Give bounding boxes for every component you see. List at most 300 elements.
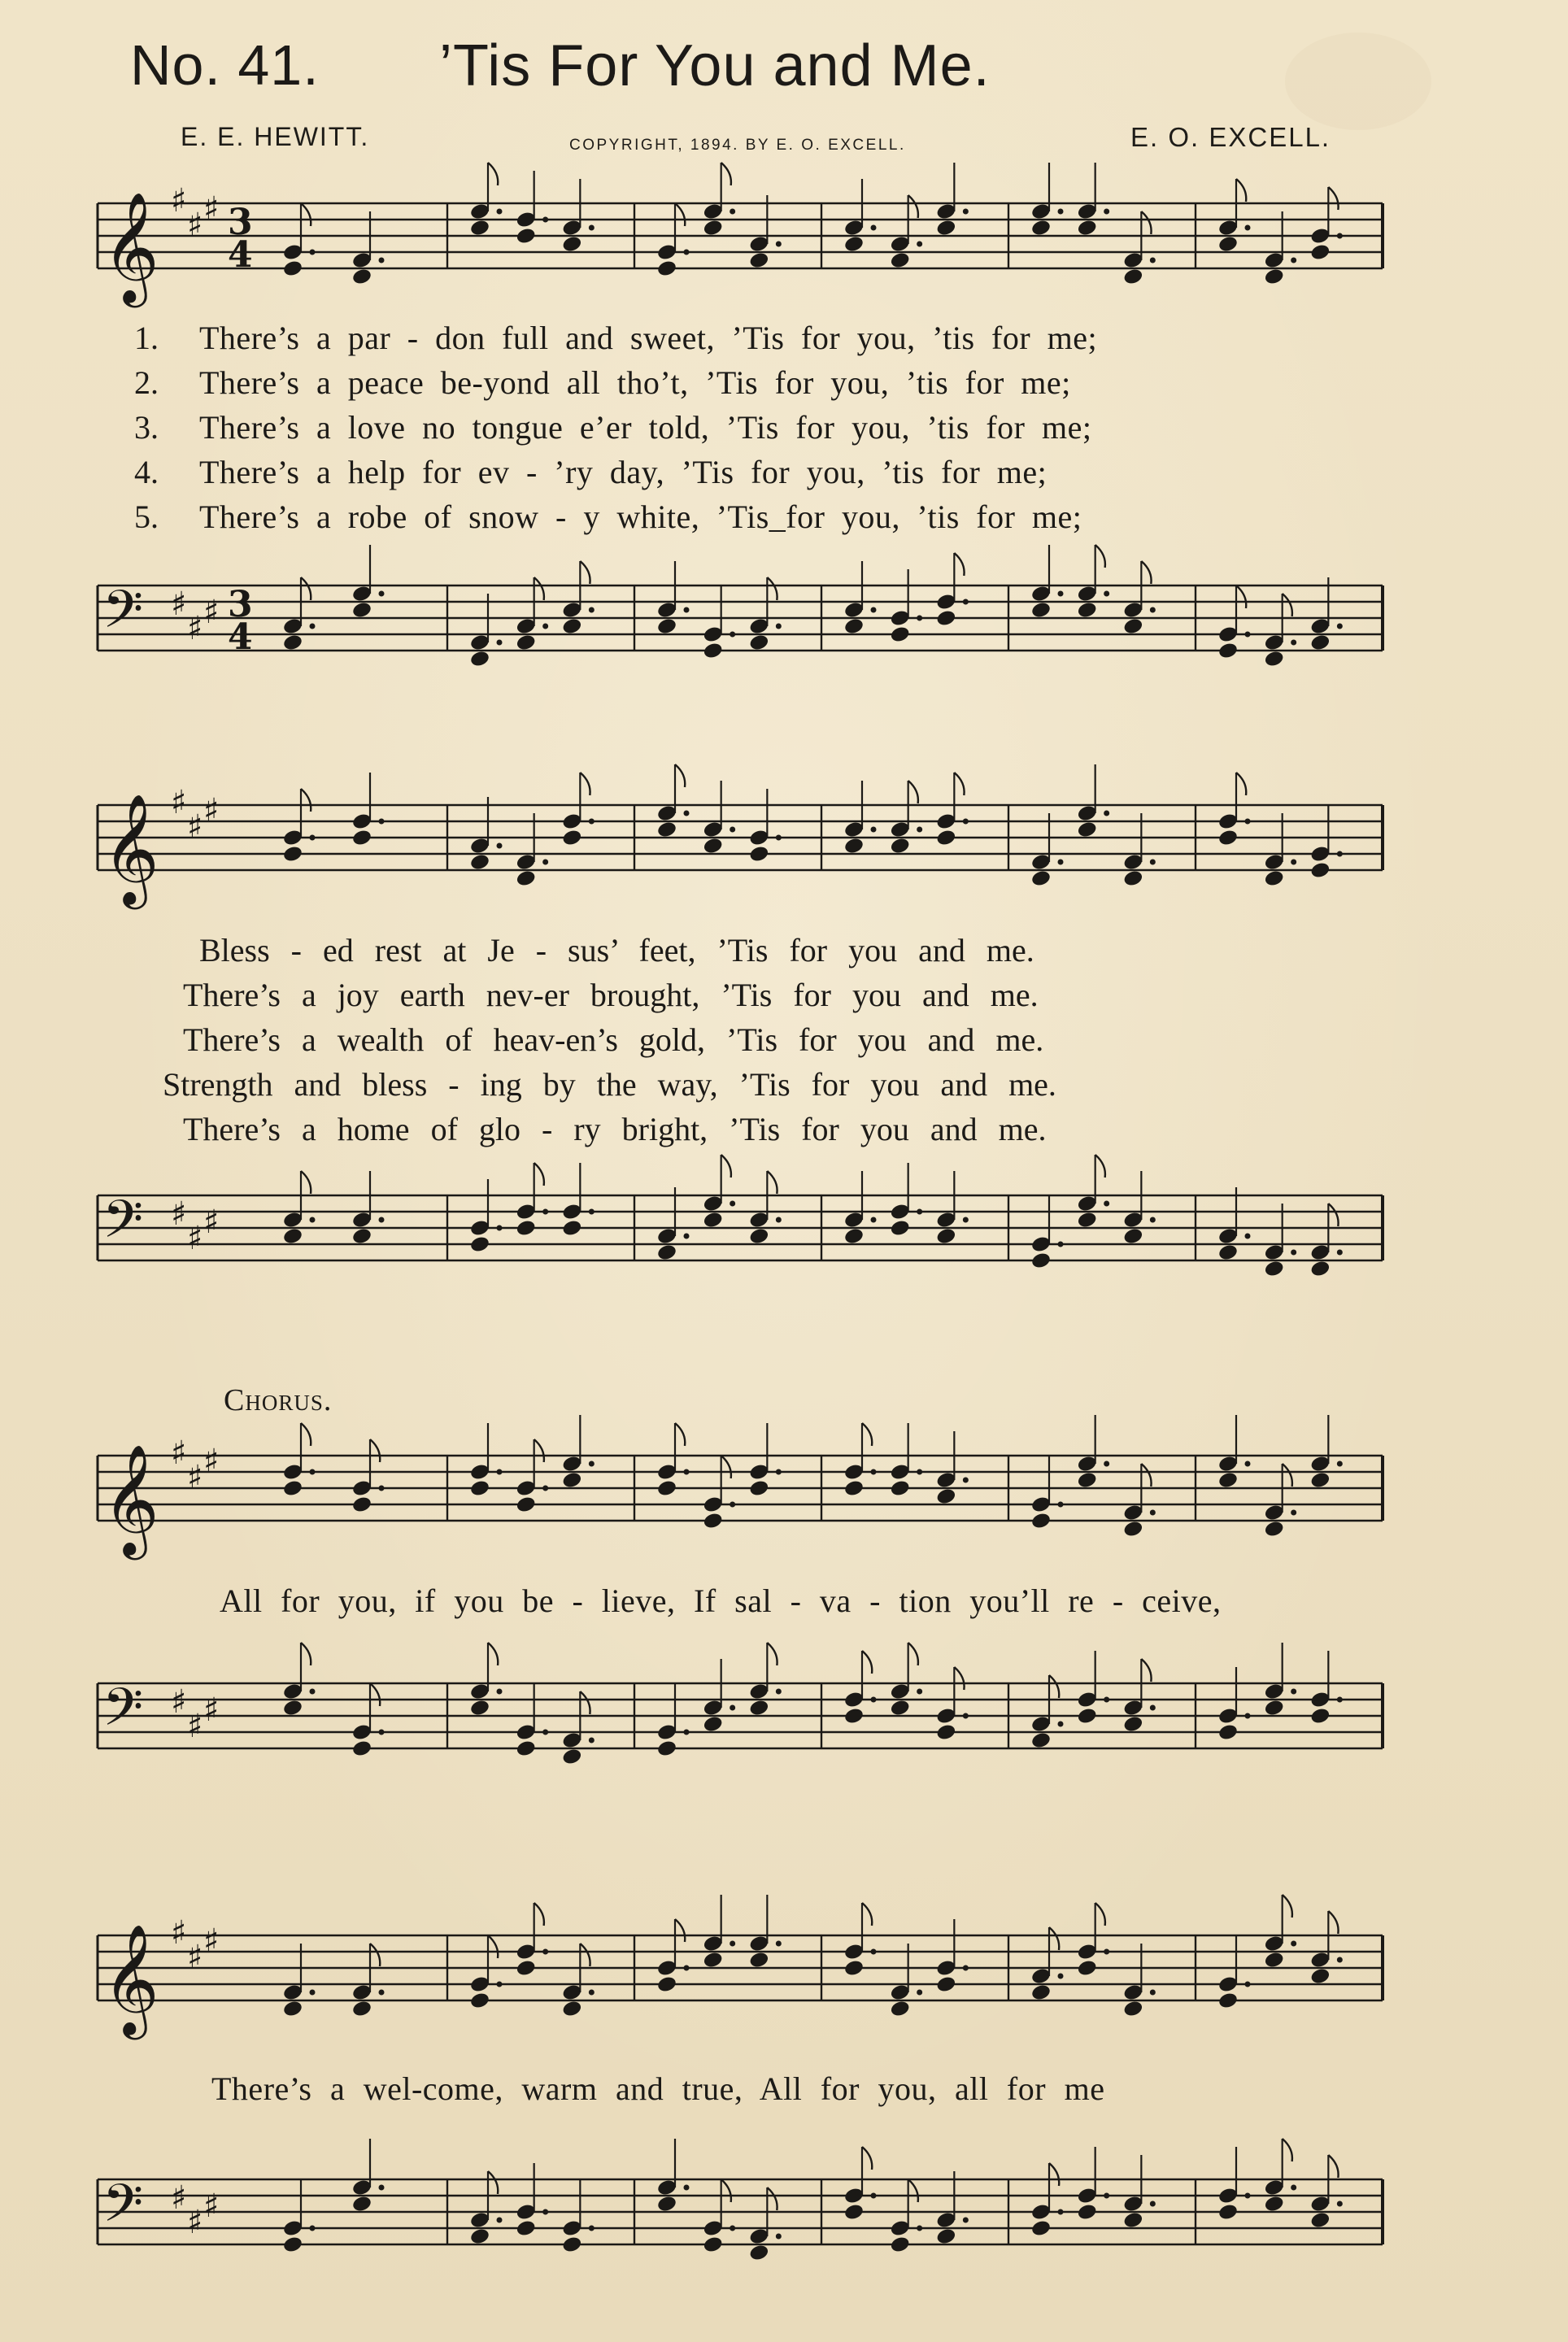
dot: [776, 835, 782, 841]
dot: [871, 1949, 877, 1955]
dot: [379, 1217, 385, 1223]
note-flag: [767, 1643, 777, 1665]
note-head: [1122, 1520, 1143, 1539]
dot: [497, 843, 503, 849]
dot: [963, 2218, 969, 2223]
dot: [497, 1982, 503, 1987]
note-head: [1217, 1723, 1239, 1742]
time-signature-bottom: 4: [228, 234, 253, 276]
note-flag: [954, 1667, 964, 1690]
note-head: [1077, 1707, 1098, 1726]
bass-clef-icon: 𝄢: [102, 1678, 144, 1751]
note-flag: [862, 1903, 872, 1926]
note-flag: [534, 1163, 544, 1186]
dot: [1245, 2193, 1251, 2199]
note-flag: [675, 764, 685, 787]
sharp-icon: ♯: [187, 1939, 203, 1976]
note-head: [703, 1951, 724, 1970]
note-flag: [370, 1439, 380, 1462]
dot: [776, 1941, 782, 1947]
sharp-icon: ♯: [187, 1459, 203, 1496]
note-head: [748, 2244, 769, 2262]
note-head: [1264, 1260, 1285, 1278]
note-head: [935, 1227, 956, 1246]
note-head: [890, 1479, 911, 1498]
note-head: [1217, 235, 1239, 254]
dot: [1337, 233, 1343, 239]
note-head: [1030, 1983, 1052, 2002]
dot: [310, 1990, 316, 1996]
bass-staff-2: [81, 1171, 1399, 1309]
verse-number: 5.: [134, 498, 159, 535]
note-flag: [862, 2147, 872, 2170]
note-head: [703, 2235, 724, 2254]
composer-credit: E. O. EXCELL.: [1130, 122, 1331, 152]
dot: [1104, 1697, 1109, 1703]
dot: [1245, 819, 1251, 825]
note-head: [1264, 869, 1285, 888]
note-flag: [1328, 1204, 1338, 1226]
verse-text: There’s a home of glo - ry bright, ’Tis for you and me.: [183, 1111, 1047, 1147]
dot: [589, 1209, 595, 1215]
note-head: [890, 625, 911, 644]
note-head: [282, 845, 303, 864]
note-head: [351, 601, 372, 620]
note-head: [1309, 243, 1331, 262]
treble-staff-2: [81, 781, 1399, 919]
dot: [1104, 811, 1109, 816]
note-head: [1309, 1967, 1331, 1986]
note-head: [935, 2227, 956, 2246]
dot: [1150, 258, 1156, 263]
note-head: [516, 227, 537, 246]
note-flag: [488, 1935, 498, 1958]
sharp-icon: ♯: [203, 1691, 220, 1729]
note-head: [890, 2235, 911, 2254]
note-head: [1122, 1227, 1143, 1246]
note-flag: [370, 1944, 380, 1966]
dot: [542, 1949, 548, 1955]
dot: [497, 640, 503, 646]
note-flag: [580, 561, 590, 584]
dot: [730, 209, 735, 215]
note-head: [748, 1227, 769, 1246]
dot: [684, 1965, 690, 1971]
note-flag: [301, 203, 311, 226]
note-head: [935, 1723, 956, 1742]
note-flag: [1236, 773, 1246, 795]
dot: [379, 2185, 385, 2191]
note-flag: [721, 163, 731, 185]
note-head: [1309, 861, 1331, 880]
note-head: [469, 1479, 490, 1498]
note-head: [748, 845, 769, 864]
note-flag: [534, 1903, 544, 1926]
note-head: [1122, 617, 1143, 636]
note-head: [843, 1479, 865, 1498]
note-head: [890, 1699, 911, 1717]
dot: [1058, 209, 1064, 215]
dot: [310, 250, 316, 255]
note-flag: [1283, 594, 1292, 616]
verse-text: There’s a par - don full and sweet, ’Tis for you, ’tis for me;: [199, 320, 1098, 356]
note-flag: [1049, 1927, 1059, 1950]
verse-1-line-2: [199, 931, 1034, 972]
note-flag: [301, 1171, 311, 1194]
sharp-icon: ♯: [171, 1195, 187, 1233]
note-head: [1217, 2203, 1239, 2222]
note-head: [843, 837, 865, 855]
dot: [917, 242, 922, 247]
treble-clef-icon: 𝄞: [102, 190, 159, 303]
note-head: [890, 251, 911, 270]
note-flag: [908, 781, 918, 803]
dot: [1291, 860, 1296, 865]
verse-5-line-2: [183, 1110, 1046, 1151]
note-head: [703, 1715, 724, 1734]
note-head: [890, 2000, 911, 2018]
dot: [497, 1689, 503, 1695]
note-head: [282, 633, 303, 652]
dot: [1337, 851, 1343, 857]
verse-text: There’s a help for ev - ’ry day, ’Tis for you, ’tis for me;: [199, 454, 1048, 490]
note-flag: [370, 1683, 380, 1706]
note-head: [1122, 2211, 1143, 2230]
dot: [1058, 860, 1064, 865]
dot: [1150, 1510, 1156, 1516]
note-head: [656, 2195, 677, 2214]
dot: [542, 860, 548, 865]
dot: [1058, 2209, 1064, 2215]
note-head: [890, 837, 911, 855]
dot: [776, 1469, 782, 1475]
note-flag: [1236, 586, 1246, 608]
note-flag: [301, 789, 311, 812]
dot: [1104, 209, 1109, 215]
note-head: [1077, 2203, 1098, 2222]
treble-clef-icon: 𝄞: [102, 792, 159, 904]
dot: [1104, 1949, 1109, 1955]
note-flag: [488, 1643, 498, 1665]
note-head: [516, 1959, 537, 1978]
note-head: [1264, 1951, 1285, 1970]
note-head: [469, 853, 490, 872]
sharp-icon: ♯: [171, 1914, 187, 1952]
dot: [917, 827, 922, 833]
note-head: [1309, 1707, 1331, 1726]
dot: [963, 1217, 969, 1223]
dot: [589, 1461, 595, 1467]
note-head: [351, 2000, 372, 2018]
dot: [684, 1234, 690, 1239]
note-head: [1217, 1471, 1239, 1490]
note-flag: [1049, 2163, 1059, 2186]
dot: [542, 624, 548, 629]
note-head: [748, 1699, 769, 1717]
dot: [684, 1469, 690, 1475]
dot: [1337, 2201, 1343, 2207]
dot: [871, 225, 877, 231]
dot: [917, 1990, 922, 1996]
verse-number: 4.: [134, 454, 159, 490]
note-flag: [580, 1944, 590, 1966]
sharp-icon: ♯: [171, 2179, 187, 2217]
note-head: [656, 1479, 677, 1498]
verse-text: There’s a peace be-yond all tho’t, ’Tis for you, ’tis for me;: [199, 364, 1071, 401]
note-head: [1264, 2195, 1285, 2214]
dot: [589, 607, 595, 613]
dot: [1245, 1982, 1251, 1987]
dot: [310, 624, 316, 629]
dot: [963, 1713, 969, 1719]
note-head: [351, 829, 372, 847]
note-flag: [1236, 179, 1246, 202]
note-head: [935, 609, 956, 628]
dot: [1291, 640, 1296, 646]
sharp-icon: ♯: [171, 586, 187, 623]
note-flag: [908, 195, 918, 218]
verse-4-line-2: [163, 1065, 1056, 1106]
dot: [589, 819, 595, 825]
dot: [776, 1217, 782, 1223]
note-flag: [1095, 545, 1105, 568]
note-head: [1077, 219, 1098, 237]
note-head: [469, 1992, 490, 2010]
note-head: [351, 268, 372, 286]
dot: [1245, 632, 1251, 638]
note-head: [1030, 869, 1052, 888]
note-head: [561, 2000, 582, 2018]
verse-3-line-2: [183, 1021, 1043, 1061]
dot: [730, 1201, 735, 1207]
author-credit: E. E. HEWITT.: [181, 122, 370, 151]
bass-clef-icon: 𝄢: [102, 2174, 144, 2247]
dot: [379, 258, 385, 263]
sharp-icon: ♯: [203, 792, 220, 829]
hymn-title: ’Tis For You and Me.: [439, 33, 991, 98]
note-head: [843, 1707, 865, 1726]
note-head: [282, 1479, 303, 1498]
note-head: [656, 259, 677, 278]
note-flag: [534, 577, 544, 600]
note-head: [748, 251, 769, 270]
note-flag: [1049, 1675, 1059, 1698]
note-head: [1217, 642, 1239, 660]
dot: [684, 1730, 690, 1735]
dot: [684, 2185, 690, 2191]
note-head: [843, 235, 865, 254]
note-head: [516, 1739, 537, 1758]
verse-number: 3.: [134, 409, 159, 446]
note-head: [1264, 1699, 1285, 1717]
note-head: [843, 1227, 865, 1246]
verse-2-line-2: [183, 976, 1039, 1016]
dot: [1291, 2185, 1296, 2191]
note-flag: [1328, 187, 1338, 210]
note-head: [1077, 821, 1098, 839]
note-head: [703, 219, 724, 237]
note-flag: [1141, 1464, 1151, 1487]
note-head: [561, 1219, 582, 1238]
dot: [730, 1705, 735, 1711]
note-head: [1077, 1959, 1098, 1978]
dot: [1337, 1461, 1343, 1467]
note-flag: [301, 1643, 311, 1665]
note-head: [469, 2227, 490, 2246]
note-head: [1264, 268, 1285, 286]
note-head: [748, 1479, 769, 1498]
dot: [871, 827, 877, 833]
dot: [1337, 1250, 1343, 1256]
dot: [1245, 1713, 1251, 1719]
dot: [1150, 2201, 1156, 2207]
dot: [917, 1469, 922, 1475]
dot: [730, 1941, 735, 1947]
dot: [1337, 1957, 1343, 1963]
dot: [1058, 1974, 1064, 1979]
note-flag: [1141, 1659, 1151, 1682]
note-head: [656, 617, 677, 636]
dot: [310, 1469, 316, 1475]
dot: [1058, 1242, 1064, 1247]
dot: [1337, 1697, 1343, 1703]
note-head: [1030, 2219, 1052, 2238]
note-head: [703, 1211, 724, 1230]
note-flag: [534, 1439, 544, 1462]
note-head: [935, 219, 956, 237]
note-head: [890, 1219, 911, 1238]
note-head: [843, 2203, 865, 2222]
note-head: [1122, 869, 1143, 888]
note-flag: [301, 577, 311, 600]
note-head: [1030, 1512, 1052, 1530]
note-flag: [1141, 561, 1151, 584]
dot: [589, 1738, 595, 1743]
dot: [871, 607, 877, 613]
chorus-line-2: There’s a wel-come, warm and true, All for you, all for me: [211, 2070, 1105, 2107]
verse-number: 1.: [134, 320, 159, 356]
note-head: [1077, 1471, 1098, 1490]
dot: [776, 1689, 782, 1695]
dot: [1150, 607, 1156, 613]
note-head: [1122, 1715, 1143, 1734]
note-head: [516, 1219, 537, 1238]
treble-clef-icon: 𝄞: [102, 1443, 159, 1555]
note-flag: [580, 773, 590, 795]
note-flag: [1283, 2139, 1292, 2161]
dot: [310, 2226, 316, 2231]
dot: [776, 242, 782, 247]
dot: [730, 827, 735, 833]
verse-number: 2.: [134, 364, 159, 401]
note-head: [1077, 1211, 1098, 1230]
note-head: [1077, 601, 1098, 620]
dot: [497, 1225, 503, 1231]
dot: [917, 1209, 922, 1215]
note-flag: [721, 2179, 731, 2202]
sharp-icon: ♯: [171, 784, 187, 821]
dot: [684, 811, 690, 816]
note-head: [1309, 2211, 1331, 2230]
note-flag: [1095, 1903, 1105, 1926]
dot: [589, 1990, 595, 1996]
dot: [379, 819, 385, 825]
dot: [1058, 1722, 1064, 1727]
dot: [917, 2226, 922, 2231]
dot: [1245, 1461, 1251, 1467]
note-flag: [862, 1423, 872, 1446]
copyright-notice: COPYRIGHT, 1894. BY E. O. EXCELL.: [569, 137, 906, 154]
note-head: [703, 1512, 724, 1530]
time-signature-top: 3: [228, 584, 253, 625]
dot: [379, 1990, 385, 1996]
dot: [963, 819, 969, 825]
dot: [542, 1209, 548, 1215]
note-flag: [675, 1423, 685, 1446]
sharp-icon: ♯: [187, 1220, 203, 1257]
dot: [1150, 1705, 1156, 1711]
dot: [1104, 1461, 1109, 1467]
dot: [310, 835, 316, 841]
note-head: [561, 2235, 582, 2254]
time-signature-top: 3: [228, 202, 253, 243]
dot: [776, 2234, 782, 2240]
dot: [1058, 1502, 1064, 1508]
chorus-label: Chorus.: [224, 1383, 333, 1417]
dot: [379, 1730, 385, 1735]
sharp-icon: ♯: [171, 1683, 187, 1721]
dot: [776, 624, 782, 629]
sharp-icon: ♯: [187, 207, 203, 244]
dot: [542, 1486, 548, 1491]
bass-clef-icon: 𝄢: [102, 580, 144, 653]
dot: [917, 616, 922, 621]
note-flag: [580, 1691, 590, 1714]
note-head: [282, 2000, 303, 2018]
note-head: [282, 1699, 303, 1717]
note-flag: [767, 577, 777, 600]
verse-text: There’s a robe of snow - y white, ’Tis_for you, ’tis for me;: [199, 498, 1082, 535]
sharp-icon: ♯: [203, 1922, 220, 1960]
note-flag: [954, 553, 964, 576]
note-head: [282, 2235, 303, 2254]
dot: [379, 1486, 385, 1491]
note-head: [703, 837, 724, 855]
sharp-icon: ♯: [203, 594, 220, 631]
treble-clef-icon: 𝄞: [102, 1922, 159, 2035]
dot: [1291, 1941, 1296, 1947]
dot: [684, 607, 690, 613]
note-head: [1030, 1731, 1052, 1750]
note-head: [748, 633, 769, 652]
sharp-icon: ♯: [171, 182, 187, 220]
treble-staff-4: [81, 1911, 1399, 2049]
note-head: [516, 1495, 537, 1514]
note-head: [1217, 829, 1239, 847]
note-head: [351, 1227, 372, 1246]
dot: [730, 2226, 735, 2231]
note-head: [843, 617, 865, 636]
sharp-icon: ♯: [203, 2187, 220, 2225]
note-head: [469, 1235, 490, 1254]
verse-text: Strength and bless - ing by the way, ’Tis for you and me.: [163, 1066, 1056, 1103]
note-head: [351, 2195, 372, 2214]
dot: [963, 1965, 969, 1971]
dot: [589, 2226, 595, 2231]
dot: [1291, 1510, 1296, 1516]
note-flag: [954, 773, 964, 795]
dot: [1245, 1234, 1251, 1239]
